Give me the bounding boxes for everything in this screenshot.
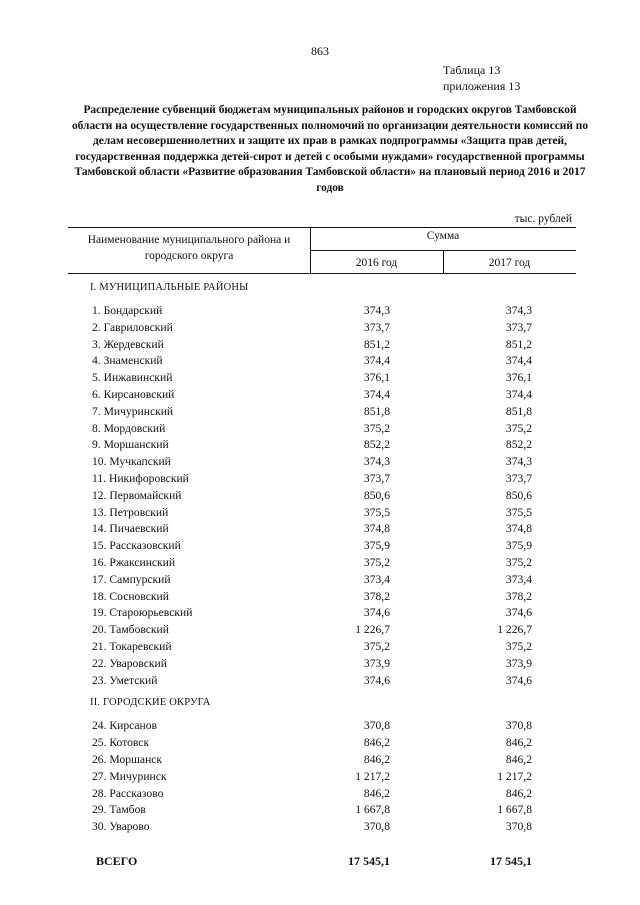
table-row bbox=[0, 354, 640, 371]
row-value-2017: 374,6 bbox=[505, 673, 532, 687]
row-value-2017: 373,4 bbox=[505, 572, 532, 586]
table-label: Таблица 13 bbox=[443, 63, 501, 77]
row-name: 6. Кирсановский bbox=[92, 388, 175, 401]
column-header-2017: 2017 год bbox=[488, 257, 531, 269]
table-row bbox=[0, 820, 640, 837]
row-name: 17. Сампурский bbox=[92, 572, 171, 586]
row-name: 5. Инжавинский bbox=[92, 371, 173, 385]
table-row bbox=[0, 455, 640, 472]
row-value-2016: 374,4 bbox=[363, 354, 390, 368]
row-value-2016: 374,6 bbox=[363, 606, 390, 620]
row-value-2017: 850,6 bbox=[505, 488, 532, 502]
row-name: 16. Ржаксинский bbox=[92, 556, 176, 569]
table-row bbox=[0, 422, 640, 439]
row-value-2016: 373,7 bbox=[363, 472, 390, 485]
table-row bbox=[0, 719, 640, 736]
table-row bbox=[0, 657, 640, 674]
row-value-2016: 850,6 bbox=[363, 488, 390, 502]
row-name: 23. Уметский bbox=[92, 673, 158, 687]
row-value-2016: 373,7 bbox=[363, 320, 390, 334]
row-value-2017: 374,4 bbox=[505, 388, 532, 401]
row-value-2017: 1 217,2 bbox=[497, 769, 532, 783]
table-row bbox=[0, 803, 640, 820]
table-row bbox=[0, 405, 640, 422]
table-row bbox=[0, 304, 640, 321]
row-value-2017: 375,2 bbox=[505, 421, 532, 435]
row-value-2017: 374,4 bbox=[505, 354, 532, 368]
table-row bbox=[0, 438, 640, 455]
document-title: Распределение субвенций бюджетам муниципальных районов и городских округов Тамбовской области на осуществление государственных полномочий по организации деятельности комиссий по делам несовершеннолетних и защите их прав в рамках подпрограммы «Защита прав детей, государственная поддержка детей-сирот и детей с особыми нуждами» государственной программы Тамбовской области «Развитие образования Тамбовской области» на плановый период 2016 и 2017 годов bbox=[71, 104, 589, 194]
row-value-2017: 375,2 bbox=[505, 556, 532, 569]
row-value-2017: 846,2 bbox=[505, 786, 532, 800]
row-name: 11. Никифоровский bbox=[92, 472, 189, 485]
row-value-2016: 370,8 bbox=[363, 719, 390, 733]
table-row bbox=[0, 489, 640, 506]
column-header-sum: Сумма bbox=[426, 230, 460, 242]
table-row bbox=[0, 787, 640, 804]
row-name: 15. Рассказовский bbox=[92, 539, 181, 553]
table-row bbox=[0, 321, 640, 338]
row-name: 26. Моршанск bbox=[92, 753, 163, 766]
row-value-2016: 851,8 bbox=[363, 404, 390, 418]
row-value-2016: 374,6 bbox=[363, 673, 390, 687]
row-value-2016: 374,8 bbox=[363, 522, 390, 536]
row-value-2016: 1 226,7 bbox=[355, 623, 390, 637]
row-name: 19. Староюрьевский bbox=[92, 606, 193, 620]
units-label: тыс. рублей bbox=[514, 213, 572, 225]
table-row bbox=[0, 606, 640, 623]
column-header-2016: 2016 год bbox=[355, 257, 398, 269]
appendix-label: приложения 13 bbox=[443, 79, 521, 93]
row-value-2017: 846,2 bbox=[505, 753, 532, 766]
row-value-2016: 373,9 bbox=[363, 656, 390, 670]
table-row bbox=[0, 640, 640, 657]
total-label: ВСЕГО bbox=[96, 854, 138, 868]
row-name: 13. Петровский bbox=[92, 505, 169, 519]
row-value-2016: 846,2 bbox=[363, 786, 390, 800]
table-row bbox=[0, 573, 640, 590]
row-value-2016: 373,4 bbox=[363, 572, 390, 586]
row-value-2017: 375,9 bbox=[505, 539, 532, 553]
row-name: 18. Сосновский bbox=[92, 589, 169, 603]
row-name: 10. Мучкапский bbox=[92, 455, 171, 469]
row-name: 8. Мордовский bbox=[92, 421, 166, 435]
table-row bbox=[0, 590, 640, 607]
row-value-2016: 375,2 bbox=[363, 640, 390, 653]
row-value-2016: 374,3 bbox=[363, 304, 390, 317]
row-value-2016: 852,2 bbox=[363, 438, 390, 452]
row-value-2017: 851,2 bbox=[505, 337, 532, 351]
row-name: 30. Уварово bbox=[92, 820, 150, 834]
row-value-2017: 1 226,7 bbox=[497, 623, 532, 637]
row-value-2016: 378,2 bbox=[363, 589, 390, 603]
row-value-2017: 375,5 bbox=[505, 505, 532, 519]
row-value-2017: 852,2 bbox=[505, 438, 532, 452]
row-value-2016: 375,2 bbox=[363, 556, 390, 569]
row-value-2016: 375,2 bbox=[363, 421, 390, 435]
row-name: 12. Первомайский bbox=[92, 488, 182, 502]
header-bottom-rule bbox=[68, 273, 576, 274]
row-value-2016: 846,2 bbox=[363, 753, 390, 766]
row-value-2017: 846,2 bbox=[505, 736, 532, 750]
row-value-2017: 370,8 bbox=[505, 820, 532, 834]
table-row bbox=[0, 770, 640, 787]
row-name: 27. Мичуринск bbox=[92, 769, 167, 783]
row-name: 9. Моршанский bbox=[92, 438, 169, 452]
row-value-2017: 374,3 bbox=[505, 304, 532, 317]
row-value-2016: 375,5 bbox=[363, 505, 390, 519]
row-name: 20. Тамбовский bbox=[92, 623, 169, 637]
row-value-2016: 370,8 bbox=[363, 820, 390, 834]
table-row bbox=[0, 338, 640, 355]
table-row bbox=[0, 371, 640, 388]
row-value-2016: 376,1 bbox=[363, 371, 390, 385]
row-value-2017: 373,7 bbox=[505, 472, 532, 485]
table-row bbox=[0, 506, 640, 523]
row-value-2016: 374,4 bbox=[363, 388, 390, 401]
table-row bbox=[0, 388, 640, 405]
header-top-rule bbox=[68, 227, 576, 228]
row-name: 3. Жердевский bbox=[92, 337, 164, 351]
table-row bbox=[0, 472, 640, 489]
row-name: 21. Токаревский bbox=[92, 640, 172, 653]
table-header bbox=[68, 227, 576, 273]
row-value-2017: 370,8 bbox=[505, 719, 532, 733]
row-value-2017: 851,8 bbox=[505, 404, 532, 418]
total-row bbox=[0, 854, 640, 871]
row-value-2016: 851,2 bbox=[363, 337, 390, 351]
table-row bbox=[0, 539, 640, 556]
total-2016: 17 545,1 bbox=[348, 854, 390, 868]
row-value-2017: 373,7 bbox=[505, 320, 532, 334]
row-name: 7. Мичуринский bbox=[92, 404, 174, 418]
table-reference bbox=[443, 62, 520, 94]
row-name: 24. Кирсанов bbox=[92, 719, 158, 733]
row-value-2017: 376,1 bbox=[505, 371, 532, 385]
row-value-2017: 374,6 bbox=[505, 606, 532, 620]
row-value-2017: 374,3 bbox=[505, 455, 532, 469]
row-name: 1. Бондарский bbox=[92, 304, 163, 317]
row-name: 14. Пичаевский bbox=[92, 522, 169, 536]
row-name: 25. Котовск bbox=[92, 736, 150, 750]
table-row bbox=[0, 674, 640, 691]
table-row bbox=[0, 556, 640, 573]
row-name: 22. Уваровский bbox=[92, 656, 167, 670]
row-name: 4. Знаменский bbox=[92, 354, 163, 368]
total-2017: 17 545,1 bbox=[490, 854, 532, 868]
row-value-2017: 378,2 bbox=[505, 589, 532, 603]
section-title: I. МУНИЦИПАЛЬНЫЕ РАЙОНЫ bbox=[90, 282, 249, 293]
section-title: II. ГОРОДСКИЕ ОКРУГА bbox=[90, 697, 211, 709]
table-row bbox=[0, 623, 640, 640]
row-value-2016: 1 217,2 bbox=[355, 769, 390, 783]
row-value-2017: 374,8 bbox=[505, 522, 532, 536]
row-value-2016: 846,2 bbox=[363, 736, 390, 750]
row-value-2016: 1 667,8 bbox=[355, 803, 390, 817]
table-row bbox=[0, 522, 640, 539]
row-value-2016: 374,3 bbox=[363, 455, 390, 469]
column-header-name: Наименование муниципального района и городского округа bbox=[87, 234, 291, 262]
row-value-2016: 375,9 bbox=[363, 539, 390, 553]
row-value-2017: 1 667,8 bbox=[497, 803, 532, 817]
table-row bbox=[0, 753, 640, 770]
page-number: 863 bbox=[311, 44, 329, 58]
row-value-2017: 373,9 bbox=[505, 656, 532, 670]
row-name: 2. Гавриловский bbox=[92, 320, 173, 334]
row-name: 29. Тамбов bbox=[92, 803, 146, 817]
table-row bbox=[0, 736, 640, 753]
row-name: 28. Рассказово bbox=[92, 786, 164, 800]
row-value-2017: 375,2 bbox=[505, 640, 532, 653]
